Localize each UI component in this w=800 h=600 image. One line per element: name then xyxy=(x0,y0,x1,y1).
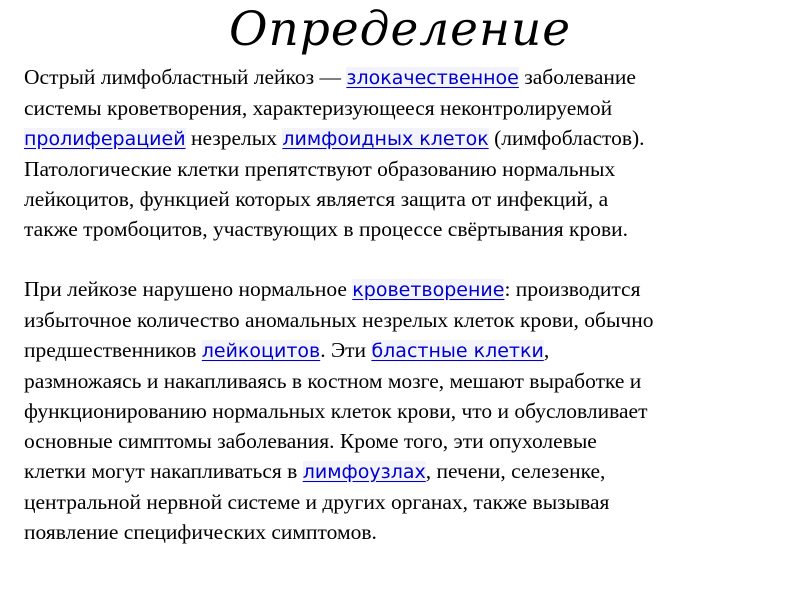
text-line xyxy=(24,62,794,93)
text-segment: основные симптомы заболевания. Кроме того, эти опухолевые xyxy=(24,429,597,453)
term-link[interactable]: лимфоидных клеток xyxy=(282,128,489,150)
term-link[interactable]: лейкоцитов xyxy=(201,340,321,362)
text-segment: заболевание xyxy=(518,65,636,89)
text-line xyxy=(24,154,794,184)
paragraph-1 xyxy=(24,62,794,244)
term-link[interactable]: бластные клетки xyxy=(371,340,544,362)
term-link[interactable]: пролиферацией xyxy=(24,128,186,150)
text-line xyxy=(24,214,794,244)
text-segment: размножаясь и накапливаясь в костном мозге, мешают выработке и xyxy=(24,369,642,393)
definition-text xyxy=(24,62,794,547)
text-segment: : производится xyxy=(504,277,641,301)
text-line xyxy=(24,487,794,517)
text-line xyxy=(24,517,794,547)
text-line xyxy=(24,335,794,366)
text-segment: избыточное количество аномальных незрелых клеток крови, обычно xyxy=(24,308,654,332)
term-link[interactable]: злокачественное xyxy=(346,67,519,89)
text-segment: незрелых xyxy=(185,126,283,150)
text-line xyxy=(24,184,794,214)
text-line xyxy=(24,305,794,335)
text-line xyxy=(24,123,794,154)
text-segment: системы кроветворения, характеризующееся неконтролируемой xyxy=(24,96,613,120)
text-segment: При лейкозе нарушено нормальное xyxy=(24,277,353,301)
term-link[interactable]: кроветворение xyxy=(352,279,505,301)
text-line xyxy=(24,426,794,456)
text-segment: лейкоцитов, функцией которых является защита от инфекций, а xyxy=(24,187,609,211)
text-line xyxy=(24,274,794,305)
text-segment: предшественников xyxy=(24,338,202,362)
slide-title: Определение xyxy=(228,2,572,57)
text-segment: Острый лимфобластный лейкоз — xyxy=(24,65,347,89)
text-segment: клетки могут накапливаться в xyxy=(24,459,303,483)
text-segment: появление специфических симптомов. xyxy=(24,520,377,544)
text-segment: . Эти xyxy=(320,338,372,362)
text-segment: Патологические клетки препятствуют образованию нормальных xyxy=(24,157,616,181)
text-segment: (лимфобластов). xyxy=(488,126,645,150)
text-segment: , печени, селезенке, xyxy=(425,459,606,483)
text-segment: также тромбоцитов, участвующих в процессе свёртывания крови. xyxy=(24,217,629,241)
term-link[interactable]: лимфоузлах xyxy=(302,461,426,483)
text-segment: центральной нервной системе и других органах, также вызывая xyxy=(24,490,610,514)
text-line xyxy=(24,396,794,426)
text-segment: функционированию нормальных клеток крови, что и обусловливает xyxy=(24,399,648,423)
text-line xyxy=(24,456,794,487)
text-segment: , xyxy=(543,338,550,362)
text-line xyxy=(24,366,794,396)
paragraph-2 xyxy=(24,274,794,547)
text-line xyxy=(24,93,794,123)
